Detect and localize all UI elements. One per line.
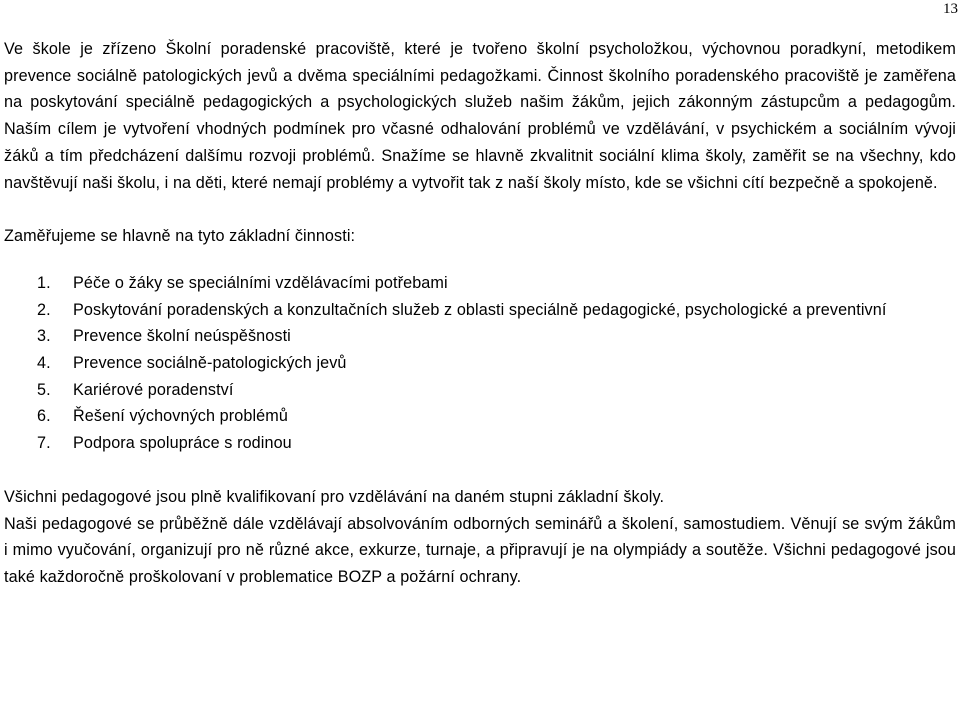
list-item (4, 323, 956, 350)
list-item-number: 1. (37, 273, 51, 292)
intro-paragraph: Ve škole je zřízeno Školní poradenské pracoviště, které je tvořeno školní psycholožkou, výchovnou poradkyní, metodikem prevence sociálně patologických jevů a dvěma speciálními pedagožkami. Činnost školního poradenského pracoviště je zaměřena na poskytování speciálně pedagogických a psychologických služeb našim žákům, jejich zákonným zástupcům a pedagogům. Naším cílem je vytvoření vhodných podmínek pro včasné odhalování problémů ve vzdělávání, v psychickém a sociálním vývoji žáků a tím předcházení dalšímu rozvoji problémů. Snažíme se hlavně zkvalitnit sociální klima školy, zaměřit se na všechny, kdo navštěvují naši školu, i na děti, které nemají problémy a vytvořit tak z naší školy místo, kde se všichni cítí bezpečně a spokojeně. (4, 40, 956, 192)
list-item-number: 6. (37, 407, 51, 426)
page-number: 13 (943, 1, 958, 17)
list-item-number: 2. (37, 300, 51, 319)
list-item (4, 377, 956, 404)
list-item-text: Poskytování poradenských a konzultačních služeb z oblasti speciálně pedagogické, psychologické a preventivní (73, 300, 887, 319)
spacer (4, 250, 956, 270)
list-item-number: 7. (37, 434, 51, 453)
list-item-text: Prevence školní neúspěšnosti (73, 327, 291, 346)
list-intro: Zaměřujeme se hlavně na tyto základní činnosti: (4, 227, 356, 246)
spacer (4, 196, 956, 223)
list-item (4, 270, 956, 297)
list-item-number: 4. (37, 354, 51, 373)
list-item-number: 3. (37, 327, 51, 346)
list-item (4, 297, 956, 324)
list-item (4, 403, 956, 430)
document-body (4, 36, 956, 591)
list-item (4, 350, 956, 377)
list-item-text: Podpora spolupráce s rodinou (73, 434, 292, 453)
list-item-number: 5. (37, 380, 51, 399)
list-item-text: Péče o žáky se speciálními vzdělávacími potřebami (73, 273, 448, 292)
list-item-text: Prevence sociálně-patologických jevů (73, 354, 347, 373)
list-item-text: Kariérové poradenství (73, 380, 234, 399)
closing-paragraph: Naši pedagogové se průběžně dále vzdělávají absolvováním odborných seminářů a školení, samostudiem. Věnují se svým žákům i mimo vyučování, organizují pro ně různé akce, exkurze, turnaje, a připravují je na olympiády a soutěže. Všichni pedagogové jsou také každoročně proškolovaní v problematice BOZP a požární ochrany. (4, 514, 956, 586)
qualification-line: Všichni pedagogové jsou plně kvalifikovaní pro vzdělávání na daném stupni základní školy. (4, 487, 665, 506)
list-item-text: Řešení výchovných problémů (73, 407, 288, 426)
list-item (4, 430, 956, 457)
spacer (4, 457, 956, 484)
activities-list (4, 270, 956, 457)
